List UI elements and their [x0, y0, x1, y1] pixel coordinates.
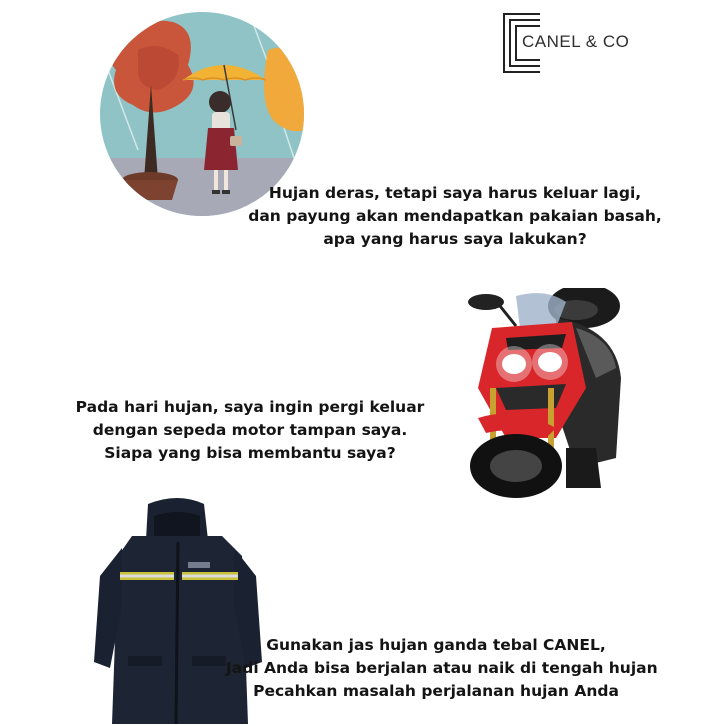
brand-logo	[500, 10, 630, 76]
text-line: Jadi Anda bisa berjalan atau naik di tengah hujan	[226, 659, 658, 677]
question-rain-text	[248, 182, 662, 251]
motorcycle-illustration	[416, 288, 628, 502]
text-line: Siapa yang bisa membantu saya?	[104, 444, 396, 462]
text-line: dengan sepeda motor tampan saya.	[92, 421, 408, 439]
text-line: Pecahkan masalah perjalanan hujan Anda	[253, 682, 619, 700]
brand-name: CANEL & CO	[522, 32, 630, 51]
text-line: dan payung akan mendapatkan pakaian basah,	[248, 207, 662, 225]
text-line: Pada hari hujan, saya ingin pergi keluar	[75, 398, 425, 416]
text-line: apa yang harus saya lakukan?	[323, 230, 587, 248]
text-line: Hujan deras, tetapi saya harus keluar lagi,	[268, 184, 642, 202]
answer-raincoat-text	[226, 634, 658, 703]
question-motorcycle-text	[60, 396, 440, 465]
text-line: Gunakan jas hujan ganda tebal CANEL,	[266, 636, 606, 654]
